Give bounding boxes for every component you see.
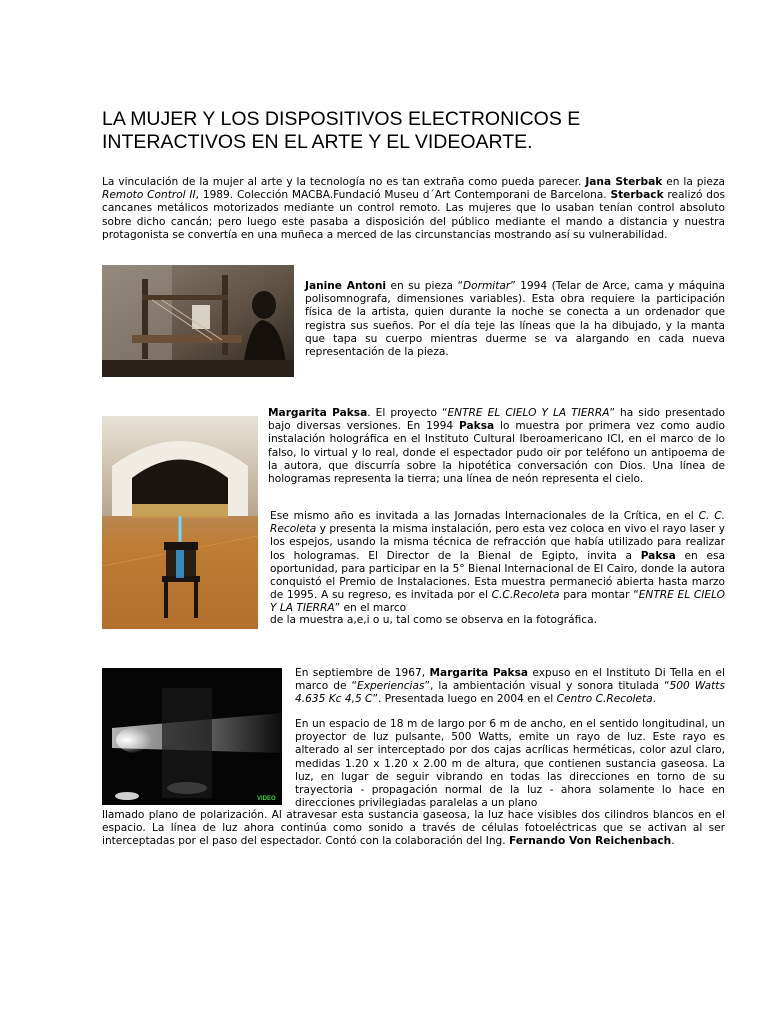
paksa3-text-4: ”. Presentada luego en 2004 en el (372, 693, 557, 706)
paksa-paragraph-4 (295, 718, 725, 810)
antoni-text-1: en su pieza “ (386, 280, 463, 292)
paksa3-text-1: En septiembre de 1967, (295, 667, 430, 679)
paksa-paragraph-4-continued (102, 809, 725, 849)
paksa1-text-1: . El proyecto “ (367, 407, 448, 419)
paksa3-work: 500 Watts 4.635 Kc 4,5 C (295, 680, 725, 706)
paksa2-work: ENTRE EL CIELO Y LA TIERRA (270, 589, 726, 615)
paksa3-series: Experiencias (357, 680, 425, 693)
paksa-paragraph-3 (295, 667, 725, 707)
antoni-artist: Janine Antoni (305, 280, 387, 292)
photo-500-watts (102, 668, 282, 805)
intro-text-4: realizó dos cancanes metálicos motorizados mediante un control remoto. Las mujeres que lo usaban tenían control absoluto sobre dicho cancán; pero luego este pasaba a disposición del público mediante el mando a distancia y nuestra protagonista se convertía en una muñeca a merced de las circunstancias mostrando así su vulnerabilidad. (102, 189, 725, 241)
intro-text-2: en la pieza (662, 176, 726, 188)
paksa1-text-2: ” ha sido presentado bajo diversas versiones. En 1994 (268, 407, 725, 433)
paksa1-artist: Margarita Paksa (268, 407, 368, 419)
paksa2-text-1: Ese mismo año es invitada a las Jornadas Internacionales de la Crítica, en el (270, 510, 699, 522)
antoni-paragraph (305, 280, 725, 359)
paksa3-text-5: . (652, 693, 657, 706)
paksa3-artist: Margarita Paksa (429, 667, 529, 679)
paksa4-text-1: En un espacio de 18 m de largo por 6 m de ancho, en el sentido longitudinal, un proyector de luz pulsante, 500 Watts, emite un rayo de luz. Este rayo es alterado al ser interceptado por dos cajas acrílicas herméticas, color azul claro, medidas 1.20 x 1.20 x 2.00 m de altura, que contienen sustancia gaseosa. La luz, en lugar de seguir vibrando en todas las direcciones en torno de su trayectoria - propagación normal de la luz - ahora solamente lo hace en direcciones privilegiadas paralelas a un plano (295, 718, 725, 810)
paksa1-work: ENTRE EL CIELO Y LA TIERRA (447, 407, 610, 419)
paksa1-artist-2: Paksa (459, 420, 495, 433)
paksa4-text-3: . (671, 835, 675, 848)
photo-janine-antoni (102, 265, 294, 377)
paksa2-place-2: C.C.Recoleta (491, 589, 560, 602)
antoni-work: Dormitar (462, 280, 511, 292)
paksa2-text-6: de la muestra a,e,i o u, tal como se observa en la fotográfica. (270, 614, 597, 626)
paksa2-text-2: y presenta la misma instalación, pero esta vez coloca en vivo el rayo laser y los espejos, usando la misma técnica de refracción que había utilizado para realizar los hologramas. El Director de la Bienal de Egipto, invita a (270, 523, 725, 562)
intro-text-3: , 1989. Colección MACBA.Fundació Museu d´Art Contemporani de Barcelona. (195, 189, 611, 202)
paksa3-text-2: expuso en el Instituto Di Tella en el marco de “ (295, 667, 725, 693)
intro-work: Remoto Control II (102, 189, 196, 202)
intro-paragraph (102, 176, 725, 242)
paksa-paragraph-1 (268, 407, 725, 486)
paksa4-engineer: Fernando Von Reichenbach (509, 835, 672, 848)
video-watermark: VIDEO (257, 796, 276, 802)
paksa-paragraph-2 (270, 510, 725, 616)
paksa2-text-5: ” en el marco (334, 602, 407, 615)
paksa2-text-3: en esa oportunidad, para participar en la 5° Bienal Internacional de El Cairo, donde la autora conquistó el Premio de Instalaciones. Esta muestra permaneció abierta hasta marzo de 1995. A su regreso, es invitada por el (270, 549, 725, 602)
paksa2-place: C. C. Recoleta (270, 510, 725, 536)
paksa3-place: Centro C.Recoleta (556, 693, 653, 706)
intro-text-1: La vinculación de la mujer al arte y la tecnología no es tan extraña como pueda parecer. (102, 176, 586, 188)
antoni-text-2: ” 1994 (Telar de Arce, cama y máquina polisomnografa, dimensiones variables). Esta obra requiere la participación física de la artista, quien durante la noche se conecta a un ordenador que registra sus sueños. Por el día teje las líneas que la ha dibujado, y la manta que tapa su cuerpo mientras duerme se va alargando en cada nueva representación de la pieza. (305, 280, 725, 359)
paksa2-text-4: para montar “ (559, 589, 639, 602)
paksa3-text-3: ”, la ambientación visual y sonora titulada “ (424, 680, 670, 693)
paksa2-artist: Paksa (640, 549, 676, 562)
paksa1-text-3: lo muestra por primera vez como audio instalación holográfica en el Instituto Cultural Iberoamericano ICI, en el marco de lo falso, lo virtual y lo real, donde el espectador pudo oir por teléfono un antipoema de la autora, que discurría sobre la hipotética conversación con Dios. Una línea de hologramas representa la tierra; una línea de neón representa el cielo. (268, 420, 725, 486)
paksa4-text-2: llamado plano de polarización. Al atravesar esta sustancia gaseosa, la luz hace visibles dos cilindros blancos en el espacio. La línea de luz ahora continúa como sonido a través de células fotoeléctricas que se activan al ser interceptadas por el paso del espectador. Contó con la colaboración del Ing. (102, 809, 725, 848)
paksa-paragraph-2-end (270, 614, 725, 627)
intro-artist: Jana Sterbak (585, 176, 663, 188)
page-title: LA MUJER Y LOS DISPOSITIVOS ELECTRONICOS E INTERACTIVOS EN EL ARTE Y EL VIDEOARTE. (102, 108, 581, 153)
photo-margarita-paksa-installation (102, 416, 258, 629)
intro-artist-2: Sterback (610, 189, 664, 202)
